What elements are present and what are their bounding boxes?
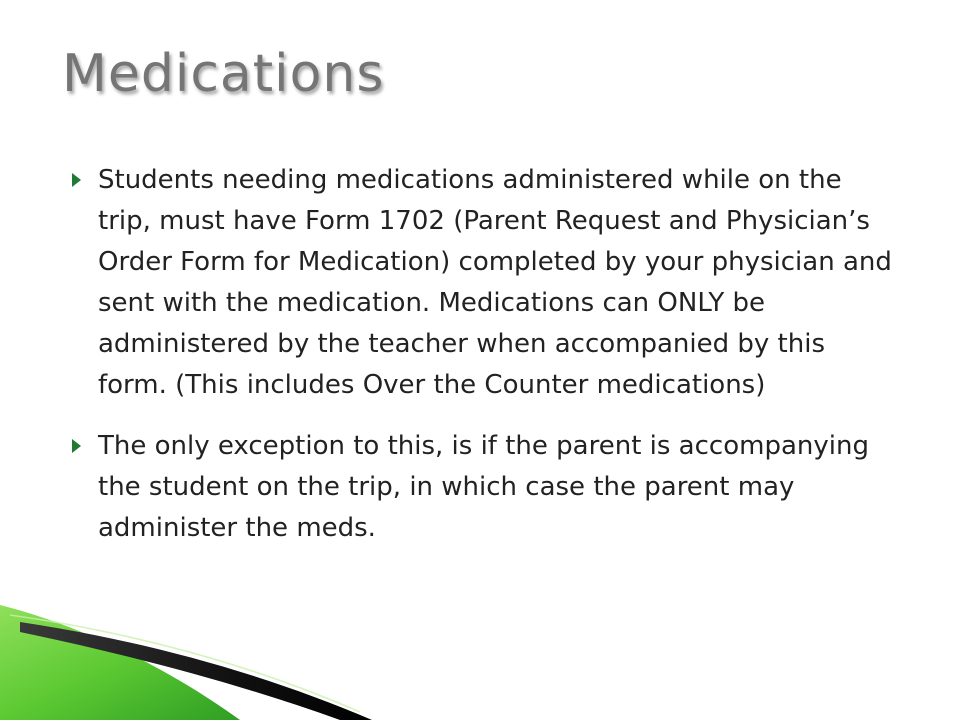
bullet-item — [72, 426, 902, 549]
triangle-right-icon — [72, 426, 86, 467]
bullet-text: The only exception to this, is if the parent is accompanying the student on the trip, in which case the parent may administer the meds. — [98, 431, 869, 543]
bullet-item — [72, 160, 902, 406]
triangle-right-icon — [72, 160, 86, 201]
slide-title: Medications — [62, 44, 385, 104]
bullet-text: Students needing medications administered while on the trip, must have Form 1702 (Parent Request and Physician’s Order Form for Medication) completed by your physician and sent with the medication. Medications can ONLY be administered by the teacher when accompanied by this form. (This includes Over the Counter medications) — [98, 165, 892, 400]
bullet-list — [72, 160, 902, 569]
green-corner-shape — [0, 605, 240, 720]
dark-swoosh-shape — [20, 622, 372, 720]
